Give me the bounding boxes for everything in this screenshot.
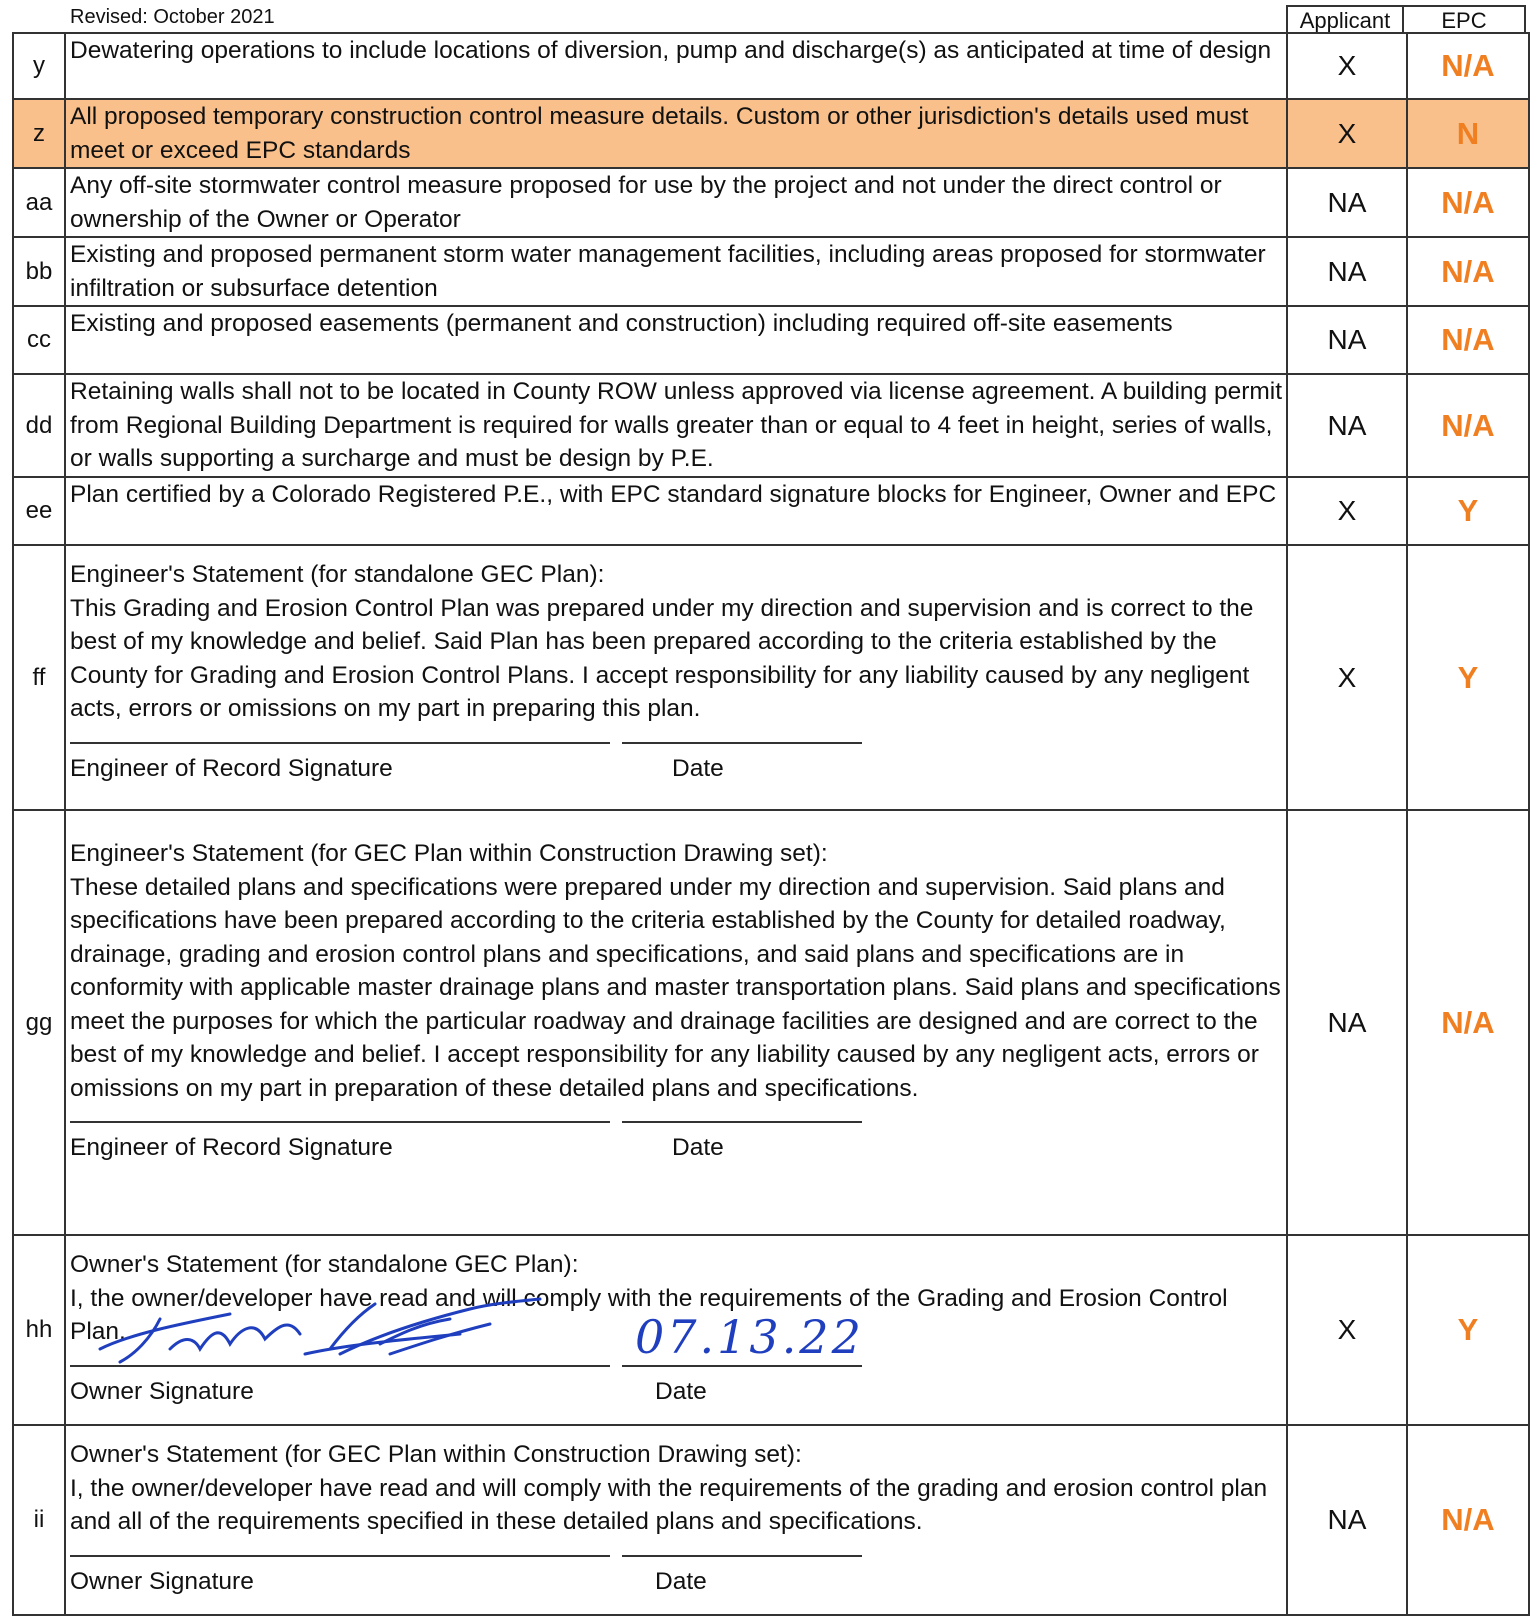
owner-statement-construction-set: [65, 1425, 1287, 1615]
row-description: Existing and proposed easements (permanent and construction) including required off-site easements: [65, 306, 1287, 374]
applicant-mark: NA: [1287, 1425, 1407, 1615]
row-id: aa: [13, 168, 65, 237]
handwritten-signature-icon: [90, 1294, 560, 1374]
row-description: Plan certified by a Colorado Registered P.E., with EPC standard signature blocks for Engineer, Owner and EPC: [65, 477, 1287, 545]
row-id: ii: [13, 1425, 65, 1615]
signature-block: [70, 726, 1286, 794]
epc-mark: Y: [1407, 545, 1529, 810]
row-description: Any off-site stormwater control measure proposed for use by the project and not under the direct control or ownership of the Owner or Operator: [65, 168, 1287, 237]
row-id: bb: [13, 237, 65, 306]
signature-block: [70, 1105, 1286, 1173]
row-description: All proposed temporary construction control measure details. Custom or other jurisdiction's details used must meet or exceed EPC standards: [65, 99, 1287, 168]
signature-label: Engineer of Record Signature: [70, 1134, 393, 1161]
table-row: [13, 168, 1529, 237]
epc-mark: N/A: [1407, 306, 1529, 374]
table-row: [13, 1425, 1529, 1615]
date-line: [622, 1555, 862, 1557]
table-row: [13, 545, 1529, 810]
date-line: [622, 742, 862, 744]
applicant-mark: NA: [1287, 306, 1407, 374]
table-row: [13, 810, 1529, 1235]
statement-body: I, the owner/developer have read and will comply with the requirements of the Grading and Erosion Control Plan.: [70, 1284, 1228, 1345]
signature-block: [70, 1539, 1286, 1607]
engineer-statement-standalone: [65, 545, 1287, 810]
row-id: ee: [13, 477, 65, 545]
date-line: [622, 1365, 862, 1367]
applicant-mark: X: [1287, 1235, 1407, 1425]
row-id: gg: [13, 810, 65, 1235]
applicant-mark: X: [1287, 99, 1407, 168]
signature-label: Engineer of Record Signature: [70, 754, 393, 782]
date-label: Date: [655, 1377, 707, 1405]
epc-mark: Y: [1407, 477, 1529, 545]
column-header-applicant: Applicant: [1286, 5, 1404, 32]
applicant-mark: X: [1287, 33, 1407, 99]
epc-mark: N/A: [1407, 168, 1529, 237]
statement-title: Owner's Statement (for GEC Plan within Construction Drawing set):: [70, 1441, 802, 1468]
checklist-table: [12, 32, 1530, 1616]
engineer-statement-construction-set: [65, 810, 1287, 1235]
applicant-mark: NA: [1287, 168, 1407, 237]
table-row: [13, 306, 1529, 374]
date-line: [622, 1121, 862, 1123]
date-label: Date: [672, 1134, 724, 1161]
statement-title: Engineer's Statement (for GEC Plan within Construction Drawing set):: [70, 840, 828, 867]
column-header-epc: EPC: [1404, 5, 1526, 32]
date-label: Date: [655, 1567, 707, 1595]
row-id: hh: [13, 1235, 65, 1425]
epc-mark: N/A: [1407, 810, 1529, 1235]
table-row: [13, 33, 1529, 99]
date-label: Date: [672, 754, 724, 782]
row-description: Retaining walls shall not to be located in County ROW unless approved via license agreement. A building permit from Regional Building Department is required for walls greater than or equal to 4 feet in height, series of walls, or walls supporting a surcharge and must be design by P.E.: [65, 374, 1287, 477]
table-row: [13, 237, 1529, 306]
applicant-mark: X: [1287, 477, 1407, 545]
row-id: cc: [13, 306, 65, 374]
signature-line: [70, 742, 610, 744]
row-id: z: [13, 99, 65, 168]
epc-mark: N: [1407, 99, 1529, 168]
row-id: y: [13, 33, 65, 99]
row-id: dd: [13, 374, 65, 477]
epc-mark: Y: [1407, 1235, 1529, 1425]
statement-body: These detailed plans and specifications were prepared under my direction and supervision. Said plans and specifications have been prepared according to the criteria established by the County for detailed roadway, drainage, grading and erosion control plans and specifications, and said plans and specifications are in conformity with applicable master drainage plans and master transportation plans. Said plans and specifications meet the purposes for which the particular roadway and drainage facilities are designed and are correct to the best of my knowledge and belief. I accept responsibility for any liability caused by any negligent acts, errors or omissions on my part in preparation of these detailed plans and specifications.: [70, 873, 1281, 1102]
epc-mark: N/A: [1407, 237, 1529, 306]
table-row-highlighted: [13, 99, 1529, 168]
signature-line: [70, 1555, 610, 1557]
row-description: Dewatering operations to include locations of diversion, pump and discharge(s) as anticipated at time of design: [65, 33, 1287, 99]
applicant-mark: NA: [1287, 810, 1407, 1235]
row-description: Existing and proposed permanent storm water management facilities, including areas proposed for stormwater infiltration or subsurface detention: [65, 237, 1287, 306]
owner-statement-standalone: [65, 1235, 1287, 1425]
signature-label: Owner Signature: [70, 1567, 254, 1595]
handwritten-date: 07.13.22: [635, 1309, 864, 1364]
applicant-mark: NA: [1287, 237, 1407, 306]
applicant-mark: NA: [1287, 374, 1407, 477]
revised-date: Revised: October 2021: [70, 6, 275, 28]
table-row: [13, 374, 1529, 477]
epc-mark: N/A: [1407, 374, 1529, 477]
signature-line: [70, 1121, 610, 1123]
epc-mark: N/A: [1407, 33, 1529, 99]
table-row: [13, 1235, 1529, 1425]
statement-body: This Grading and Erosion Control Plan was prepared under my direction and supervision and is correct to the best of my knowledge and belief. Said Plan has been prepared according to the criteria established by the County for Grading and Erosion Control Plans. I accept responsibility for any liability caused by any negligent acts, errors or omissions on my part in preparing this plan.: [70, 594, 1254, 722]
signature-label: Owner Signature: [70, 1377, 254, 1405]
table-row: [13, 477, 1529, 545]
row-id: ff: [13, 545, 65, 810]
statement-title: Engineer's Statement (for standalone GEC Plan):: [70, 561, 605, 588]
statement-body: I, the owner/developer have read and will comply with the requirements of the grading and erosion control plan and all of the requirements specified in these detailed plans and specifications.: [70, 1474, 1268, 1535]
epc-mark: N/A: [1407, 1425, 1529, 1615]
statement-title: Owner's Statement (for standalone GEC Plan):: [70, 1251, 579, 1278]
applicant-mark: X: [1287, 545, 1407, 810]
